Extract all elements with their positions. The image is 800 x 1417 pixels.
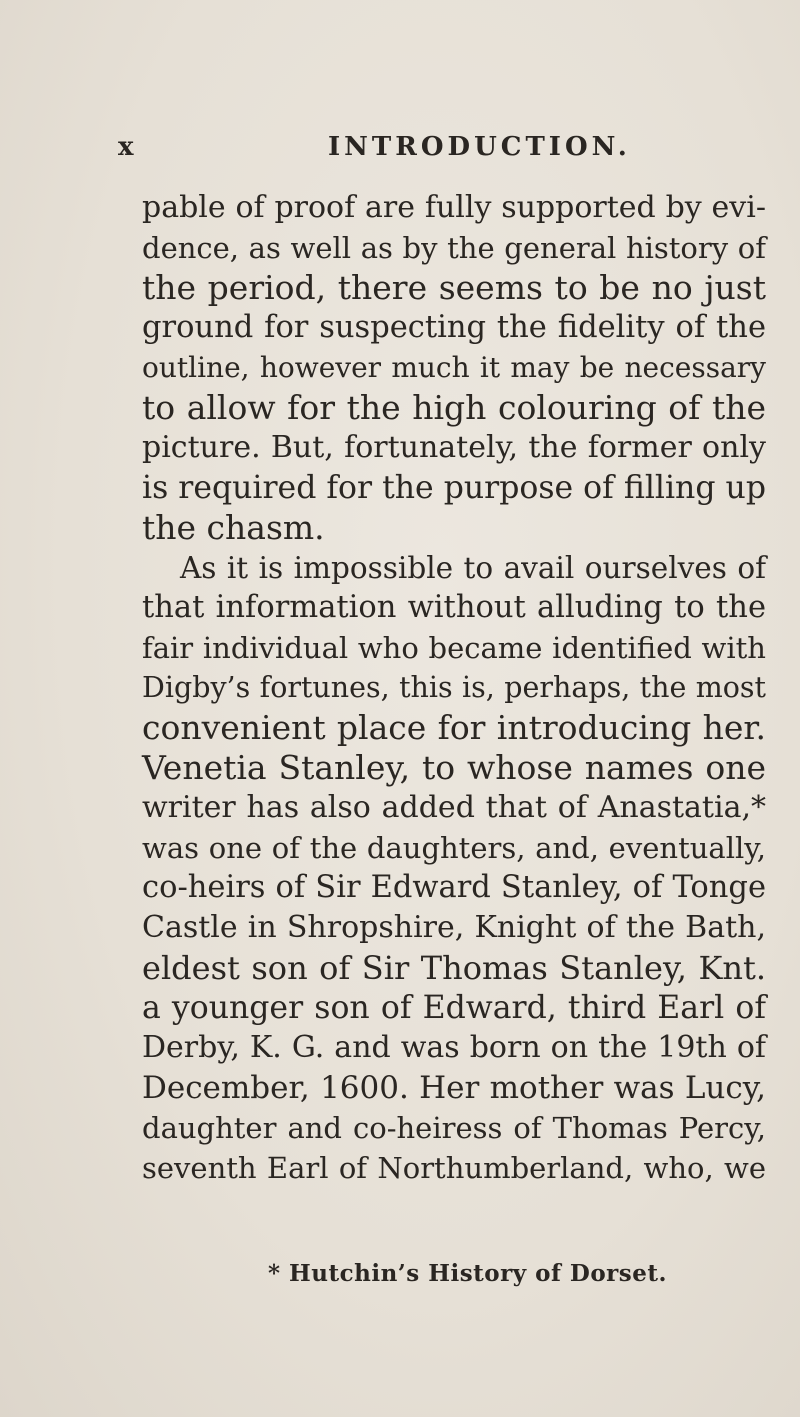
text-line: Castle in Shropshire, Knight of the Bath, xyxy=(142,910,766,945)
text-line: convenient place for introducing her. xyxy=(142,708,766,747)
footnote: * Hutchin’s History of Dorset. xyxy=(268,1260,667,1287)
text-line: dence, as well as by the general history of xyxy=(142,231,766,265)
text-line: December, 1600. Her mother was Lucy, xyxy=(142,1070,766,1106)
body-text xyxy=(142,188,766,1188)
text-line: ground for suspecting the fidelity of the xyxy=(142,310,766,345)
text-line: picture. But, fortunately, the former only xyxy=(142,430,766,465)
text-line: seventh Earl of Northumberland, who, we xyxy=(142,1151,766,1185)
text-line: is required for the purpose of filling up xyxy=(142,470,766,506)
running-head: INTRODUCTION. xyxy=(328,132,631,162)
text-line: to allow for the high colouring of the xyxy=(142,388,766,427)
text-line: As it is impossible to avail ourselves of xyxy=(180,551,766,585)
text-line: outline, however much it may be necessary xyxy=(142,351,766,384)
text-line: eldest son of Sir Thomas Stanley, Knt. xyxy=(142,949,766,987)
text-line: a younger son of Edward, third Earl of xyxy=(142,990,766,1026)
text-line: the chasm. xyxy=(142,508,325,547)
text-line: was one of the daughters, and, eventually, xyxy=(142,831,766,865)
page-header xyxy=(118,132,758,166)
page-number: x xyxy=(118,132,135,162)
text-line: Venetia Stanley, to whose names one xyxy=(142,748,766,787)
text-line: co-heirs of Sir Edward Stanley, of Tonge xyxy=(142,870,766,905)
text-line: Digby’s fortunes, this is, perhaps, the most xyxy=(142,671,766,704)
text-line: daughter and co-heiress of Thomas Percy, xyxy=(142,1111,766,1145)
text-line: writer has also added that of Anastatia,* xyxy=(142,790,766,825)
text-line: the period, there seems to be no just xyxy=(142,268,766,307)
text-line: Derby, K. G. and was born on the 19th of xyxy=(142,1030,766,1065)
text-line: pable of proof are fully supported by evi- xyxy=(142,190,766,225)
text-line: fair individual who became identified with xyxy=(142,631,766,665)
text-line: that information without alluding to the xyxy=(142,590,766,625)
